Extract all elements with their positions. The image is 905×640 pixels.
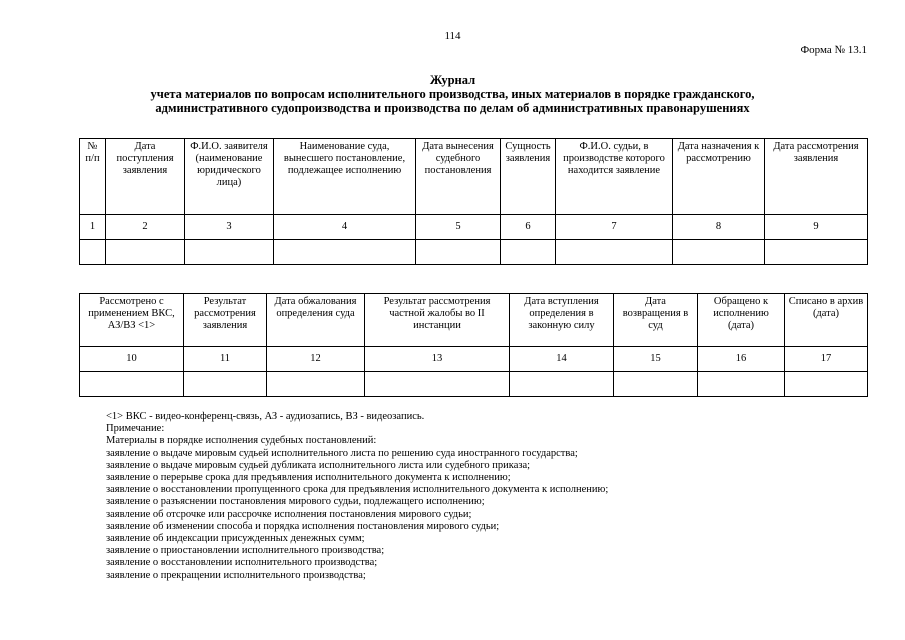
table2-empty-row xyxy=(80,372,868,397)
table1-empty-cell xyxy=(106,240,185,265)
table1-header-cell: Дата рассмотрения заявления xyxy=(765,139,868,215)
form-number: Форма № 13.1 xyxy=(800,44,867,56)
table2-header-cell: Обращено к исполнению (дата) xyxy=(698,294,785,347)
table2-empty-cell xyxy=(365,372,510,397)
table1-column-number: 8 xyxy=(673,215,765,240)
table2-empty-cell xyxy=(184,372,267,397)
table2-column-number: 13 xyxy=(365,347,510,372)
table1-header-cell: Ф.И.О. заявителя (наименование юридического лица) xyxy=(185,139,274,215)
table1-empty-cell xyxy=(80,240,106,265)
table1-empty-cell xyxy=(274,240,416,265)
note-item: заявление о прекращении исполнительного производства; xyxy=(106,569,366,581)
note-item: заявление о выдаче мировым судьей дубликата исполнительного листа или судебного приказа; xyxy=(106,459,531,471)
table2-empty-cell xyxy=(80,372,184,397)
table2-header-cell: Рассмотрено с применением ВКС, АЗ/ВЗ <1> xyxy=(80,294,184,347)
table1-header-cell: Дата поступления заявления xyxy=(106,139,185,215)
table1-empty-cell xyxy=(185,240,274,265)
table2-empty-cell xyxy=(267,372,365,397)
table2-column-number: 17 xyxy=(785,347,868,372)
table1-header-row xyxy=(80,139,868,215)
note-item: заявление об изменении способа и порядка исполнения постановления мирового судьи; xyxy=(106,520,500,532)
document-title xyxy=(40,73,865,115)
journal-table-part-1 xyxy=(79,138,868,265)
title-line-1: Журнал xyxy=(429,73,476,87)
table2-column-number: 10 xyxy=(80,347,184,372)
table2-header-cell: Дата возвращения в суд xyxy=(614,294,698,347)
table2-header-cell: Дата вступления определения в законную силу xyxy=(510,294,614,347)
table1-column-number: 1 xyxy=(80,215,106,240)
table1-empty-cell xyxy=(416,240,501,265)
note-label: Примечание: xyxy=(106,423,165,435)
table1-header-cell: Дата назначения к рассмотрению xyxy=(673,139,765,215)
table1-column-number: 4 xyxy=(274,215,416,240)
table2-header-cell: Результат рассмотрения заявления xyxy=(184,294,267,347)
notes-intro: Материалы в порядке исполнения судебных постановлений: xyxy=(106,435,377,447)
table2-header-row xyxy=(80,294,868,347)
table2-header-cell: Результат рассмотрения частной жалобы во II инстанции xyxy=(365,294,510,347)
table1-column-number: 3 xyxy=(185,215,274,240)
table2-column-number: 16 xyxy=(698,347,785,372)
note-item: заявление об отсрочке или рассрочке исполнения постановления мирового судьи; xyxy=(106,508,472,520)
table2-column-number: 15 xyxy=(614,347,698,372)
note-item: заявление о приостановлении исполнительного производства; xyxy=(106,545,385,557)
table1-column-number: 5 xyxy=(416,215,501,240)
page-number: 114 xyxy=(444,30,461,42)
table1-column-number: 6 xyxy=(501,215,556,240)
table1-empty-cell xyxy=(556,240,673,265)
note-item: заявление о восстановлении пропущенного срока для предъявления исполнительного документа к исполнению; xyxy=(106,484,609,496)
table1-header-cell: Ф.И.О. судьи, в производстве которого находится заявление xyxy=(556,139,673,215)
table2-column-number: 12 xyxy=(267,347,365,372)
table1-empty-cell xyxy=(501,240,556,265)
note-item: заявление о разъяснении постановления мирового судьи, подлежащего исполнению; xyxy=(106,496,485,508)
footnote: <1> ВКС - видео-конференц-связь, АЗ - аудиозапись, ВЗ - видеозапись. xyxy=(106,411,425,422)
table2-column-number: 11 xyxy=(184,347,267,372)
table2-empty-cell xyxy=(510,372,614,397)
table1-header-cell: Дата вынесения судебного постановления xyxy=(416,139,501,215)
table1-number-row xyxy=(80,215,868,240)
table1-column-number: 2 xyxy=(106,215,185,240)
title-line-2: учета материалов по вопросам исполнительного производства, иных материалов в порядке гражданского, xyxy=(150,87,755,101)
table2-header-cell: Списано в архив (дата) xyxy=(785,294,868,347)
table1-empty-cell xyxy=(673,240,765,265)
table1-column-number: 7 xyxy=(556,215,673,240)
note-item: заявление о перерыве срока для предъявления исполнительного документа к исполнению; xyxy=(106,472,511,484)
table1-header-cell: № п/п xyxy=(80,139,106,215)
table2-empty-cell xyxy=(698,372,785,397)
title-line-3: административного судопроизводства и производства по делам об административных правонарушениях xyxy=(155,101,750,115)
note-item: заявление об индексации присужденных денежных сумм; xyxy=(106,533,365,545)
table2-number-row xyxy=(80,347,868,372)
table2-header-cell: Дата обжалования определения суда xyxy=(267,294,365,347)
table2-empty-cell xyxy=(614,372,698,397)
note-item: заявление о восстановлении исполнительного производства; xyxy=(106,557,378,569)
table2-empty-cell xyxy=(785,372,868,397)
note-item: заявление о выдаче мировым судьей исполнительного листа по решению суда иностранного государства; xyxy=(106,447,578,459)
table1-column-number: 9 xyxy=(765,215,868,240)
notes-section xyxy=(106,411,866,582)
table1-empty-cell xyxy=(765,240,868,265)
table1-empty-row xyxy=(80,240,868,265)
table1-header-cell: Наименование суда, вынесшего постановление, подлежащее исполнению xyxy=(274,139,416,215)
table1-header-cell: Сущность заявления xyxy=(501,139,556,215)
journal-table-part-2 xyxy=(79,293,868,397)
table2-column-number: 14 xyxy=(510,347,614,372)
